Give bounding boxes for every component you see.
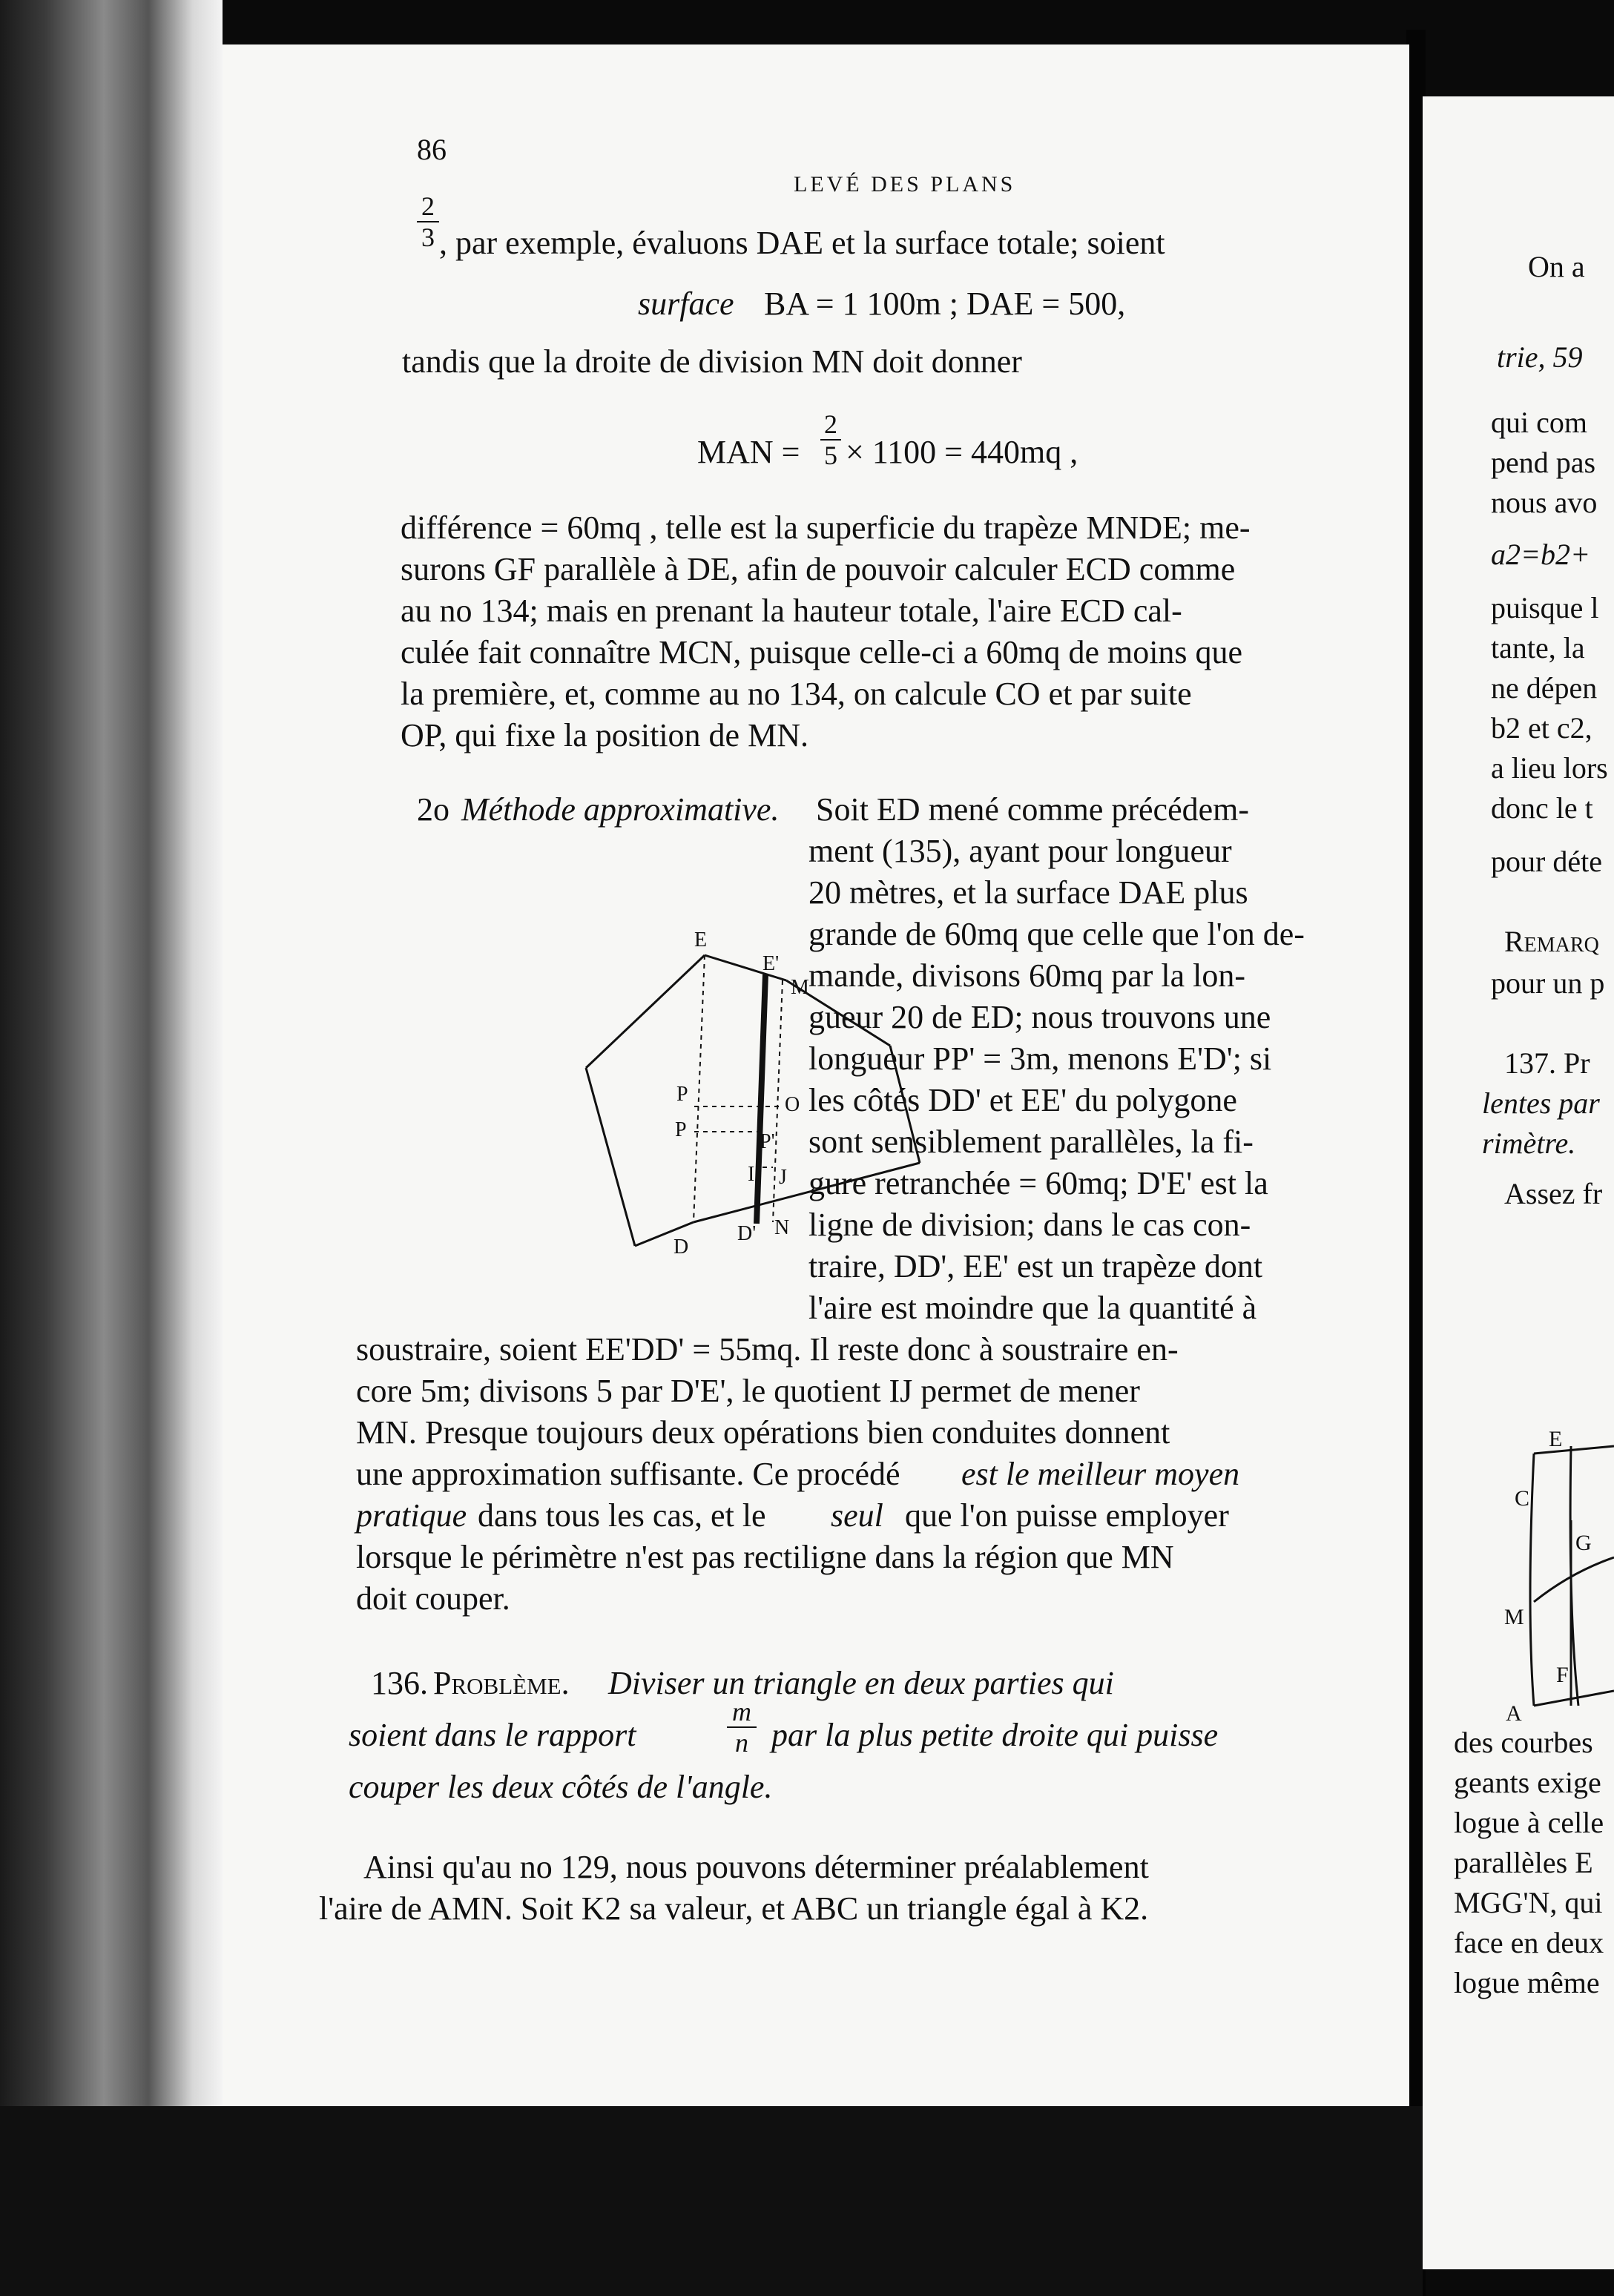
label-E: E (694, 928, 708, 951)
label-N: N (774, 1216, 790, 1239)
right-text-line: a2=b2+ (1491, 538, 1590, 571)
scan-background-bottom (0, 2106, 1423, 2296)
text-line: Soit ED mené comme précédem- (816, 791, 1250, 828)
line-bottom (1534, 1691, 1614, 1706)
right-text-line: logue à celle (1454, 1806, 1604, 1839)
paragraph-line: MN. Presque toujours deux opérations bien conduites donnent (356, 1414, 1170, 1451)
right-text-line: geants exige (1454, 1766, 1601, 1799)
right-text-line: puisque l (1491, 591, 1599, 624)
right-text-line: a lieu lors (1491, 751, 1608, 785)
paragraph-line: au no 134; mais en prenant la hauteur totale, l'aire ECD cal- (401, 593, 1182, 629)
polygon-side-DA2 (586, 1068, 635, 1246)
wrap-line: sont sensiblement parallèles, la fi- (808, 1124, 1254, 1160)
italic-word: pratique (356, 1497, 467, 1534)
text-run: dans tous les cas, et le (478, 1497, 766, 1534)
wrap-line: grande de 60mq que celle que l'on de- (808, 916, 1305, 952)
paragraph-line: une approximation suffisante. Ce procédé (356, 1456, 900, 1492)
label-D-prime: D' (737, 1222, 757, 1245)
label-G: G (1575, 1531, 1592, 1555)
italic-phrase: est le meilleur moyen (961, 1456, 1240, 1492)
method-title: Méthode approximative. (461, 791, 780, 828)
book-spine-edge (0, 0, 223, 2296)
right-text-line: 137. Pr (1504, 1046, 1590, 1080)
right-text-line: MGG'N, qui (1454, 1886, 1603, 1919)
right-text-line: b2 et c2, (1491, 711, 1592, 745)
right-text-line: qui com (1491, 406, 1587, 439)
running-header: LEVÉ DES PLANS (794, 172, 1016, 197)
text-line: BA = 1 100m ; DAE = 500, (764, 286, 1126, 322)
label-P-prime: P' (760, 1130, 775, 1153)
wrap-line: traire, DD', EE' est un trapèze dont (808, 1248, 1263, 1284)
paragraph-line: core 5m; divisons 5 par D'E', le quotient IJ permet de mener (356, 1373, 1140, 1409)
paragraph-line: lorsque le périmètre n'est pas rectiligne dans la région que MN (356, 1539, 1174, 1575)
right-text-line: trie, 59 (1497, 340, 1583, 374)
label-I: I (748, 1163, 755, 1186)
right-text-line: Remarq (1504, 925, 1599, 958)
polygon-side-AE (586, 955, 705, 1068)
label-C: C (1515, 1486, 1530, 1511)
text-line: tandis que la droite de division MN doit donner (402, 343, 1022, 380)
wrap-line: 20 mètres, et la surface DAE plus (808, 874, 1248, 911)
label-M: M (1504, 1605, 1524, 1629)
fraction-m-over-n: m n (727, 1698, 757, 1756)
label-E-prime: E' (762, 952, 780, 975)
problem-statement: Diviser un triangle en deux parties qui (608, 1665, 1114, 1701)
italic-word: seul (831, 1497, 883, 1534)
right-text-line: parallèles E (1454, 1846, 1593, 1879)
paragraph-line: différence = 60mq , telle est la superficie du trapèze MNDE; me- (401, 509, 1251, 546)
wrap-line: les côtés DD' et EE' du polygone (808, 1082, 1237, 1118)
label-A: A (1506, 1701, 1522, 1726)
right-text-line: lentes par (1482, 1086, 1600, 1120)
paragraph-line: doit couper. (356, 1580, 510, 1617)
wrap-line: ligne de division; dans le cas con- (808, 1207, 1251, 1243)
fraction-two-fifths: 2 5 (820, 411, 841, 469)
right-text-line: donc le t (1491, 791, 1593, 825)
paragraph-line: OP, qui fixe la position de MN. (401, 717, 808, 753)
right-page (1423, 96, 1614, 2269)
right-text-line: tante, la (1491, 631, 1585, 664)
label-F: F (1556, 1663, 1569, 1687)
curve-figure (1423, 1424, 1614, 1735)
problem-statement: couper les deux côtés de l'angle. (349, 1769, 773, 1805)
label-P-upper: P (676, 1083, 688, 1106)
page-number: 86 (417, 133, 447, 166)
right-text-line: logue même (1454, 1966, 1600, 1999)
wrap-line: mande, divisons 60mq par la lon- (808, 957, 1246, 994)
curve-left (1530, 1454, 1534, 1706)
right-text-line: nous avo (1491, 486, 1598, 519)
paragraph-line: culée fait connaître MCN, puisque celle-ci a 60mq de moins que (401, 634, 1243, 670)
wrap-line: ment (135), ayant pour longueur (808, 833, 1232, 869)
right-text-line: pour un p (1491, 966, 1605, 1000)
right-text-line: rimètre. (1482, 1126, 1576, 1160)
right-text-line: Assez fr (1504, 1177, 1603, 1210)
label-J: J (779, 1166, 787, 1189)
text-line: , par exemple, évaluons DAE et la surface totale; soient (439, 225, 1165, 261)
paragraph-line: la première, et, comme au no 134, on calcule CO et par suite (401, 676, 1192, 712)
wrap-line: gueur 20 de ED; nous trouvons une (808, 999, 1271, 1035)
right-text-line: des courbes (1454, 1726, 1593, 1759)
text-run: que l'on puisse employer (905, 1497, 1229, 1534)
left-page (223, 44, 1409, 2106)
right-text-line: On a (1528, 250, 1585, 283)
fraction-two-thirds: 2 3 (417, 193, 439, 251)
polygon-division-figure (579, 897, 1024, 1298)
division-line-ED (757, 974, 765, 1224)
paragraph-line: soustraire, soient EE'DD' = 55mq. Il reste donc à soustraire en- (356, 1331, 1179, 1368)
problem-statement: par la plus petite droite qui puisse (771, 1717, 1219, 1753)
problem-label: Problème. (433, 1665, 570, 1701)
label-P: P (675, 1118, 687, 1141)
wrap-line: l'aire est moindre que la quantité à (808, 1290, 1257, 1326)
italic-word: surface (638, 286, 734, 322)
label-O: O (785, 1093, 800, 1116)
right-text-line: pour déte (1491, 845, 1602, 878)
equation-right: × 1100 = 440mq , (846, 434, 1078, 470)
label-E: E (1549, 1427, 1563, 1451)
polygon-side-BC (890, 1046, 920, 1163)
right-text-line: face en deux (1454, 1926, 1604, 1959)
label-M: M (791, 976, 809, 999)
curve-MG (1534, 1557, 1614, 1602)
method-number: 2o (417, 791, 449, 828)
line-top (1534, 1446, 1614, 1454)
label-D: D (673, 1236, 689, 1258)
paragraph-line: l'aire de AMN. Soit K2 sa valeur, et ABC un triangle égal à K2. (319, 1890, 1149, 1927)
problem-statement: soient dans le rapport (349, 1717, 636, 1753)
paragraph-line: Ainsi qu'au no 129, nous pouvons déterminer préalablement (363, 1849, 1149, 1885)
right-text-line: ne dépen (1491, 671, 1598, 705)
polygon-side-CD (694, 1163, 920, 1222)
equation-left: MAN = (697, 434, 800, 470)
paragraph-line: surons GF parallèle à DE, afin de pouvoir calculer ECD comme (401, 551, 1236, 587)
wrap-line: gure retranchée = 60mq; D'E' est la (808, 1165, 1268, 1201)
wrap-line: longueur PP' = 3m, menons E'D'; si (808, 1040, 1272, 1077)
dashed-line-ED (694, 955, 705, 1222)
right-text-line: pend pas (1491, 446, 1596, 479)
problem-number: 136. (371, 1665, 428, 1701)
